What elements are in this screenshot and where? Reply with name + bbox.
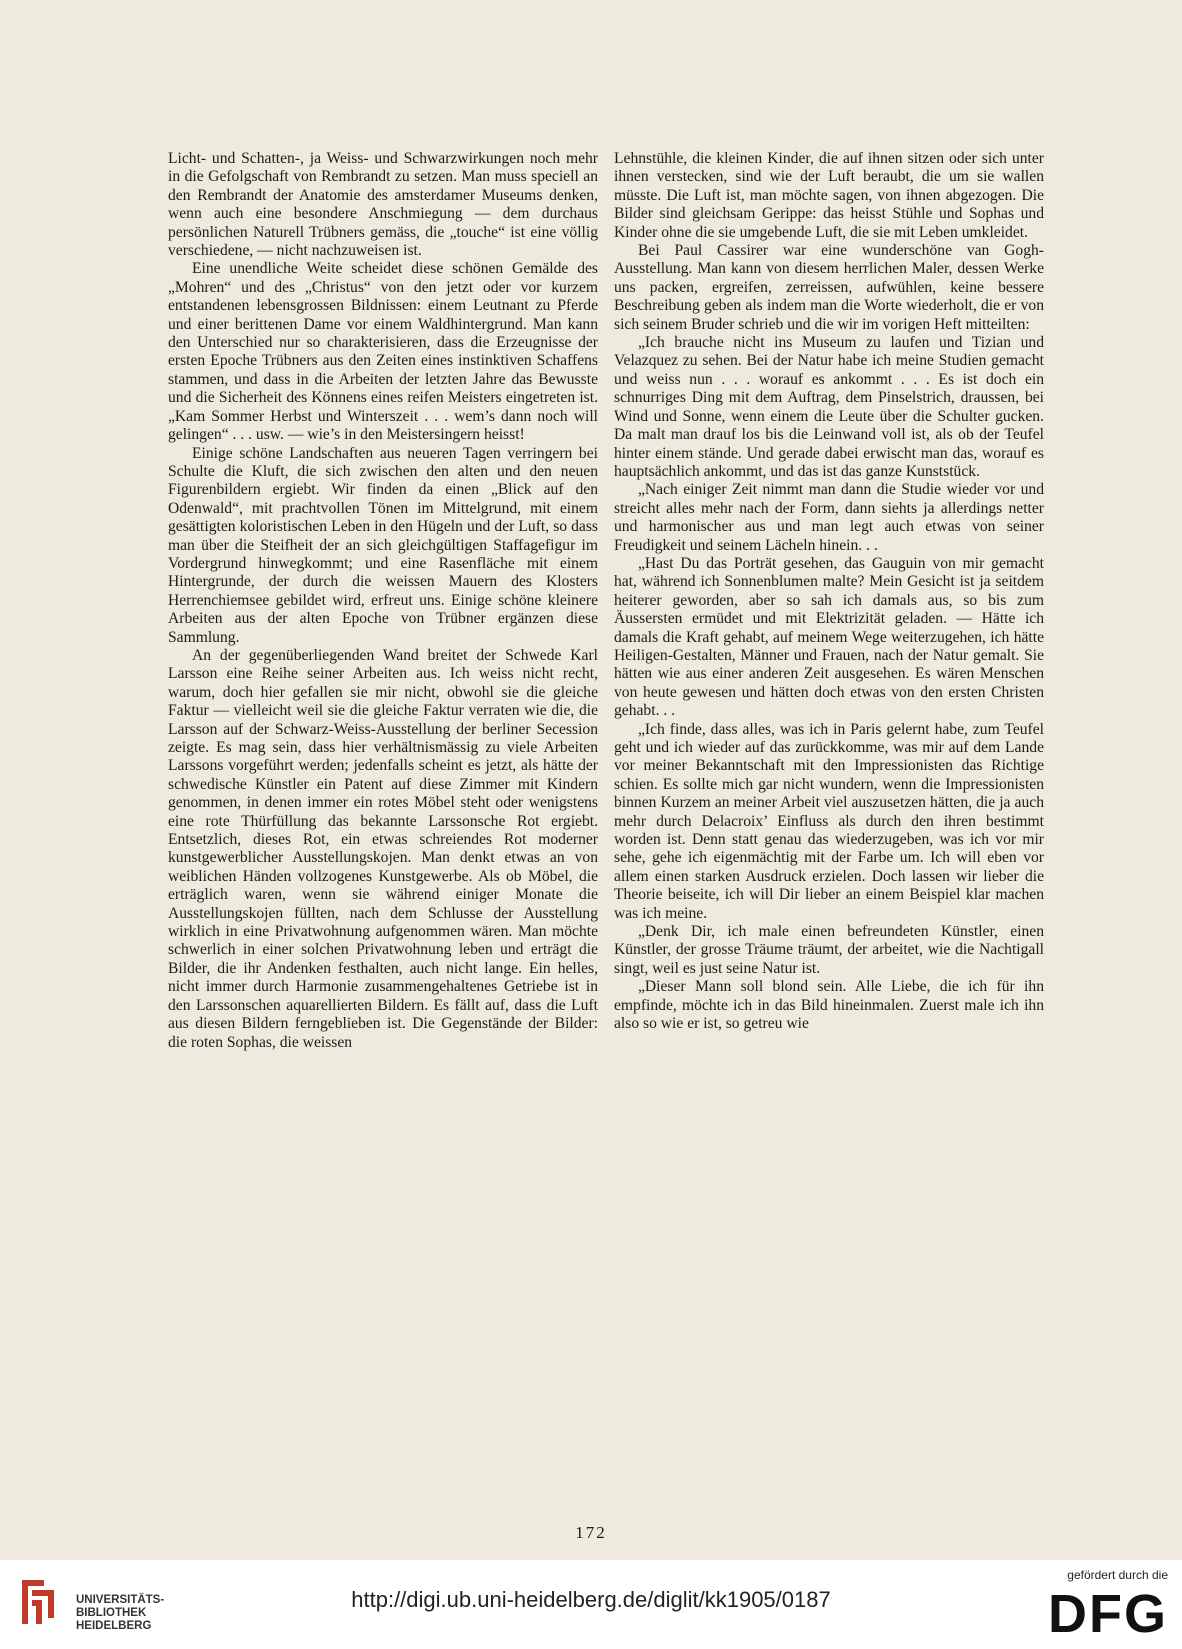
paragraph: „Ich brauche nicht ins Museum zu laufen und Tizian und Velazquez zu sehen. Bei der Natur habe ich meine Studien gemacht und weiss nun . . . worauf es ankommt . . . Es ist doch ein schnurriges Ding mit dem Auftrag, dem Pinselstrich, draussen, bei Wind und Sonne, wenn einem die Leute über die Schulter gucken. Da malt man drauf los bis die Leinwand voll ist, als ob der Teufel hinter einem stände. Und gerade dabei erwischt man das, worauf es hauptsächlich ankommt, und das ist das ganze Kunststück. [614, 334, 1044, 480]
paragraph: „Nach einiger Zeit nimmt man dann die Studie wieder vor und streicht alles mehr nach der Form, dann siehts ja allerdings netter und harmonischer aus und man legt auch etwas von seiner Freudigkeit und seinem Lächeln hinein. . . [614, 481, 1044, 554]
paragraph: Einige schöne Landschaften aus neueren Tagen verringern bei Schulte die Kluft, die sich zwischen den alten und den neuen Figurenbildern ergiebt. Wir finden da einen „Blick auf den Odenwald“, mit prachtvollen Tönen im Mittelgrund, mit einem gesättigten koloristischen Leben in den Hügeln und der Luft, so dass man über die Steifheit der an sich gleichgültigen Staffagefigur im Vordergrund hinwegkommt; und eine Rasenfläche mit einem Hintergrunde, der durch die weissen Mauern des Klosters Herrenchiemsee gebildet wird, erfreut uns. Einige schöne kleinere Arbeiten aus der alten Epoche von Trübner ergänzen diese Sammlung. [168, 444, 598, 646]
paragraph: „Ich finde, dass alles, was ich in Paris gelernt habe, zum Teufel geht und ich wieder auf das zurückkomme, was mir auf dem Lande vor meiner Bekanntschaft mit den Impressionisten das Richtige schien. Es sollte mich gar nicht wundern, wenn die Impressionisten binnen Kurzem an meiner Arbeit viel auszusetzen hätten, die ja auch mehr durch Delacroix’ Einfluss als durch den ihren bestimmt worden ist. Denn statt genau das wiederzugeben, was ich vor mir sehe, gehe ich eigenmächtig mit der Farbe um. Ich will eben vor allem einen starken Ausdruck erzielen. Doch lassen wir lieber die Theorie beiseite, ich will Dir lieber an einem Beispiel klar machen was ich meine. [614, 720, 1044, 922]
paragraph: „Dieser Mann soll blond sein. Alle Liebe, die ich für ihn empfinde, möchte ich in das Bild hineinmalen. Zuerst male ich ihn also so wie er ist, so getreu wie [614, 978, 1044, 1033]
paragraph: Eine unendliche Weite scheidet diese schönen Gemälde des „Mohren“ und des „Christus“ von den jetzt oder vor kurzem entstandenen lebensgrossen Bildnissen: einem Leutnant zu Pferde und einer berittenen Dame vor einem Waldhintergrund. Man kann den Unterschied nur so charakterisieren, dass die Erzeugnisse der ersten Epoche Trübners aus den Zeiten eines instinktiven Schaffens stammen, und dass in die Arbeiten der letzten Jahre das Bewusste und die Sicherheit des Könnens eines reifen Meisters eingetreten ist. „Kam Sommer Herbst und Winterszeit . . . wem’s dann noch will gelingen“ . . . usw. — wie’s in den Meistersingern heisst! [168, 260, 598, 444]
paragraph: „Hast Du das Porträt gesehen, das Gauguin von mir gemacht hat, während ich Sonnenblumen malte? Mein Gesicht ist ja seitdem heiterer geworden, aber so sah ich damals aus, so bis zum Äussersten ermüdet und mit Elektrizität geladen. — Hätte ich damals die Kraft gehabt, auf meinem Wege weiterzugehen, ich hätte Heiligen-Gestalten, Männer und Frauen, nach der Natur gemalt. Sie hätten wie aus einer anderen Zeit ausgesehen. Es wären Menschen von heute gewesen und hätten doch etwas von den ersten Christen gehabt. . . [614, 554, 1044, 720]
left-text-column [168, 150, 598, 1052]
paragraph: Licht- und Schatten-, ja Weiss- und Schwarzwirkungen noch mehr in die Gefolgschaft von Rembrandt zu setzen. Man muss speciell an den Rembrandt der Anatomie des amsterdamer Museums denken, wenn auch eine besondere Anschmiegung — dem durchaus persönlichen Naturell Trübners gemäss, die „touche“ ist eine völlig verschiedene, — nicht nachzuweisen ist. [168, 150, 598, 260]
library-name-line2: BIBLIOTHEK [76, 1607, 147, 1619]
library-name-line3: HEIDELBERG [76, 1620, 152, 1632]
permalink-url[interactable]: http://digi.ub.uni-heidelberg.de/diglit/kk1905/0187 [351, 1587, 831, 1612]
paragraph: „Denk Dir, ich male einen befreundeten Künstler, einen Künstler, der grosse Träume träumt, der arbeitet, wie die Nachtigall singt, weil es just seine Natur ist. [614, 923, 1044, 977]
paragraph: Bei Paul Cassirer war eine wunderschöne van Gogh-Ausstellung. Man kann von diesem herrlichen Maler, dessen Werke uns packen, ergreifen, zerreissen, aufwühlen, keine bessere Beschreibung geben als indem man die Worte wiederholt, die er von sich seinem Bruder schrieb und die wir im vorigen Heft mitteilten: [614, 242, 1044, 333]
page-number: 172 [575, 1523, 607, 1542]
footer-bar [0, 1560, 1182, 1649]
funding-note: gefördert durch die [1067, 1568, 1168, 1582]
dfg-logo[interactable]: DFG [1048, 1584, 1168, 1644]
paragraph: Lehnstühle, die kleinen Kinder, die auf ihnen sitzen oder sich unter ihnen verstecken, sind wie der Luft beraubt, die um sie wallen müsste. Die Luft ist, man möchte sagen, von ihnen abgezogen. Die Bilder sind gleichsam Gerippe: das heisst Stühle und Sophas und Kinder ohne die sie umgebende Luft, die sie mit Leben umkleidet. [614, 150, 1044, 241]
right-text-column [614, 150, 1044, 1034]
library-name-line1: UNIVERSITÄTS- [76, 1594, 165, 1606]
paragraph: An der gegenüberliegenden Wand breitet der Schwede Karl Larsson eine Reihe seiner Arbeiten aus. Ich weiss nicht recht, warum, doch hier gefallen sie mir nicht, obwohl sie die gleiche Faktur — vielleicht weil sie die gleiche Faktur verraten wie die, die Larsson auf der Schwarz-Weiss-Ausstellung der berliner Secession zeigte. Es mag sein, dass hier verhältnismässig zu viele Arbeiten Larssons vorgeführt werden; jedenfalls scheint es jetzt, als hätte der schwedische Künstler ein Patent auf diese Zimmer mit Kindern genommen, in denen immer ein rotes Möbel steht oder wenigstens eine rote Thürfüllung das bekannte Larssonsche Rot ergiebt. Entsetzlich, dieses Rot, ein etwas schreiendes Rot moderner kunstgewerblicher Ausstellungskojen. Man denkt etwas an von weiblichen Händen vollzogenes Kunstgewerbe. Als ob Möbel, die erträglich waren, wenn sie während einiger Monate die Ausstellungskojen füllten, nach dem Schlusse der Ausstellung wirklich in eine Privatwohnung aufgenommen wären. Man möchte schwerlich in einer solchen Privatwohnung leben und erträgt die Bilder, die ihr Andenken festhalten, auch nicht lange. Ein helles, nicht immer durch Harmonie zusammengehaltenes Getriebe ist in den Larssonschen aquarellierten Bildern. Es fällt auf, dass die Luft aus diesen Bildern ferngeblieben ist. Die Gegenstände der Bilder: die roten Sophas, die weissen [168, 646, 598, 1051]
